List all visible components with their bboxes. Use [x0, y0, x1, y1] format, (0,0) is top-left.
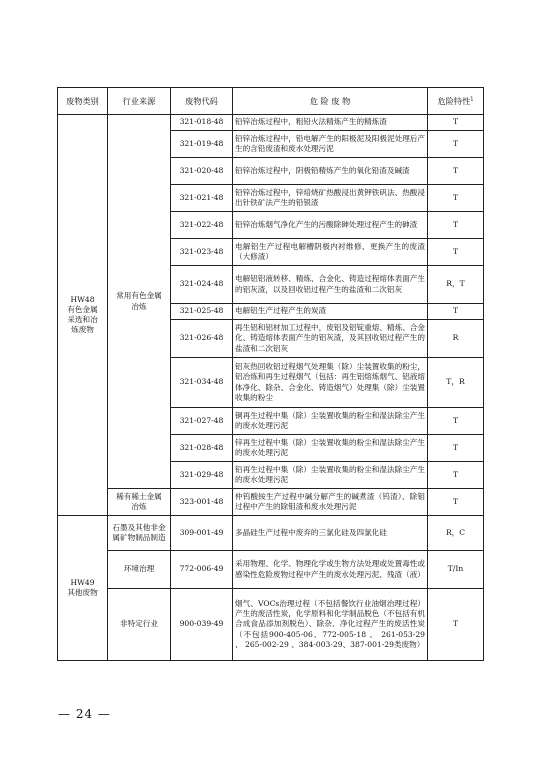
- code-cell: 321-024-48: [171, 266, 233, 304]
- hazard-cell: T: [428, 212, 484, 239]
- header-industry: 行业来源: [108, 88, 171, 115]
- table-row: [58, 115, 484, 131]
- waste-description-cell: 铝灰热回收铝过程烟气处理集（除）尘装置收集的粉尘，铝冶炼和再生过程烟气（包括：再生铝熔炼烟气、铝液熔体净化、除杂、合金化、铸造烟气）处理集（除）尘装置收集的粉尘: [233, 358, 428, 408]
- industry-cell: 非特定行业: [108, 589, 171, 661]
- waste-description-cell: 锌再生过程中集（除）尘装置收集的粉尘和湿法除尘产生的废水处理污泥: [233, 435, 428, 462]
- hazard-cell: T: [428, 489, 484, 516]
- hazard-cell: T: [428, 185, 484, 212]
- header-hazard: [428, 88, 484, 115]
- code-cell: 321-019-48: [171, 131, 233, 158]
- code-cell: 323-001-48: [171, 489, 233, 516]
- code-cell: 772-006-49: [171, 551, 233, 589]
- industry-cell: 石墨及其他非金属矿物制品制造: [108, 516, 171, 551]
- header-category: 废物类别: [58, 88, 108, 115]
- waste-description-cell: 铅锌冶炼过程中，粗铅火法精炼产生的精炼渣: [233, 115, 428, 131]
- category-cell-hw49: HW49 其他废物: [58, 516, 108, 661]
- waste-description-cell: 采用物理、化学、物理化学或生物方法处理或处置毒性或感染性危险废物过程中产生的废水处理污泥、残渣（液）: [233, 551, 428, 589]
- hazard-cell: T: [428, 239, 484, 266]
- waste-description-cell: 铅锌冶炼烟气净化产生的污酸除砷处理过程产生的砷渣: [233, 212, 428, 239]
- waste-description-cell: 电解铝生产过程电解槽阴极内衬维修、更换产生的废渣（大修渣）: [233, 239, 428, 266]
- hazard-cell: T: [428, 435, 484, 462]
- waste-description-cell: 烟气、VOCs治理过程（不包括餐饮行业油烟治理过程）产生的废活性炭，化学原料和化学制品脱色（不包括有机合成食品添加剂脱色）、除杂、净化过程产生的废活性炭（不包括900-405-06、772-005-18 、 261-053-29 、 265-002-29 、384-003-29、387-001-29类废物）: [233, 589, 428, 661]
- industry-cell-rare-metals: 稀有稀土金属 冶炼: [108, 489, 171, 516]
- code-cell: 321-020-48: [171, 158, 233, 185]
- hazard-cell: T/In: [428, 551, 484, 589]
- hazardous-waste-table: [57, 87, 484, 661]
- hazard-cell: R: [428, 320, 484, 358]
- hazard-cell: R，C: [428, 516, 484, 551]
- industry-cell-common-metals: 常用有色金属 冶炼: [108, 115, 171, 489]
- waste-description-cell: 铅锌冶炼过程中，铅电解产生的阳极泥及阳极泥处理后产生的含铅废渣和废水处理污泥: [233, 131, 428, 158]
- waste-description-cell: 电解铝铝液转移、精炼、合金化、铸造过程熔体表面产生的铝灰渣，以及回收铝过程产生的盐渣和二次铝灰: [233, 266, 428, 304]
- code-cell: 321-021-48: [171, 185, 233, 212]
- waste-description-cell: 铅锌冶炼过程中，阴极铅精炼产生的氧化铅渣及碱渣: [233, 158, 428, 185]
- header-hazard-label: 危险特性: [437, 95, 471, 106]
- header-code: 废物代码: [171, 88, 233, 115]
- code-cell: 900-039-49: [171, 589, 233, 661]
- code-cell: 321-022-48: [171, 212, 233, 239]
- hazard-cell: T: [428, 408, 484, 435]
- header-hazard-footnote: 1: [470, 96, 474, 103]
- hazard-cell: T: [428, 304, 484, 320]
- hazard-cell: T: [428, 589, 484, 661]
- code-cell: 321-034-48: [171, 358, 233, 408]
- code-cell: 321-026-48: [171, 320, 233, 358]
- table-row: [58, 551, 484, 589]
- code-cell: 309-001-49: [171, 516, 233, 551]
- code-cell: 321-028-48: [171, 435, 233, 462]
- waste-description-cell: 铜再生过程中集（除）尘装置收集的粉尘和湿法除尘产生的废水处理污泥: [233, 408, 428, 435]
- code-cell: 321-027-48: [171, 408, 233, 435]
- industry-cell: 环境治理: [108, 551, 171, 589]
- code-cell: 321-025-48: [171, 304, 233, 320]
- table-header-row: [58, 88, 484, 115]
- table-row: [58, 589, 484, 661]
- category-cell-hw48: HW48 有色金属 采选和冶 炼废物: [58, 115, 108, 516]
- table-row: [58, 516, 484, 551]
- page-number: — 24 —: [58, 707, 111, 721]
- hazard-cell: T: [428, 115, 484, 131]
- waste-description-cell: 再生铝和铝材加工过程中，废铝及铝锭重熔、精炼、合金化、铸造熔体表面产生的铝灰渣，及其回收铝过程产生的盐渣和二次铝灰: [233, 320, 428, 358]
- hazard-cell: T，R: [428, 358, 484, 408]
- table-row: [58, 489, 484, 516]
- hazard-cell: T: [428, 131, 484, 158]
- waste-description-cell: 多晶硅生产过程中废弃的三氯化硅及四氯化硅: [233, 516, 428, 551]
- hazard-cell: T: [428, 462, 484, 489]
- waste-description-cell: 铅锌冶炼过程中，锌焙烧矿热酸浸出黄钾铁矾法、热酸浸出针铁矿法产生的铅银渣: [233, 185, 428, 212]
- waste-description-cell: 铅再生过程中集（除）尘装置收集的粉尘和湿法除尘产生的废水处理污泥: [233, 462, 428, 489]
- code-cell: 321-023-48: [171, 239, 233, 266]
- waste-description-cell: 电解铝生产过程产生的炭渣: [233, 304, 428, 320]
- code-cell: 321-018-48: [171, 115, 233, 131]
- waste-description-cell: 仲钨酸铵生产过程中碱分解产生的碱煮渣（钨渣）、除钼过程中产生的除钼渣和废水处理污泥: [233, 489, 428, 516]
- hazard-cell: T: [428, 158, 484, 185]
- header-waste: 危 险 废 物: [233, 88, 428, 115]
- code-cell: 321-029-48: [171, 462, 233, 489]
- hazard-cell: R，T: [428, 266, 484, 304]
